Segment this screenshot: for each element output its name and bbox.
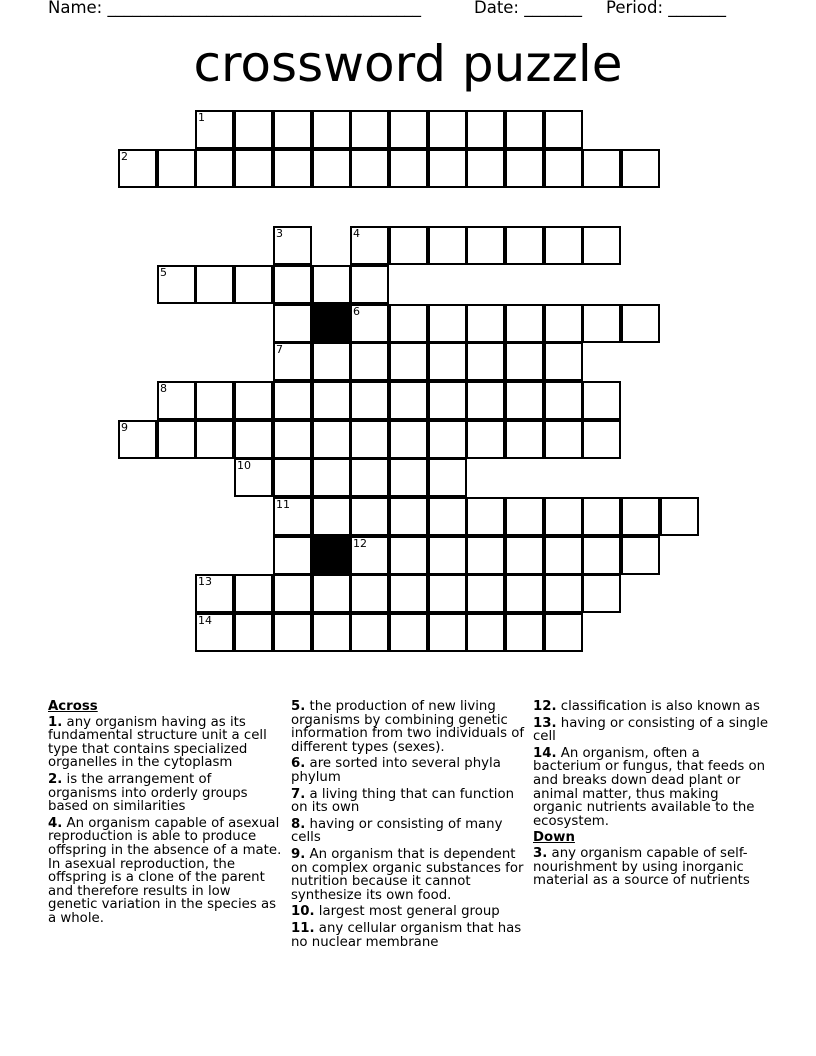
grid-cell[interactable] bbox=[157, 265, 196, 304]
name-field[interactable]: Name: ______________________________________ bbox=[48, 0, 421, 17]
clue-across-4: 4. An organism capable of asexual reproduction is able to produce offspring in the absence of a mate. In asexual reproduction, the offspring is a clone of the parent and therefore results in low genetic variation in the species as a whole. bbox=[48, 815, 282, 926]
grid-cell[interactable] bbox=[195, 149, 234, 188]
across-heading: Across bbox=[48, 699, 98, 714]
grid-cell[interactable] bbox=[195, 574, 234, 613]
clues-column-2 bbox=[291, 700, 527, 952]
grid-cell[interactable] bbox=[544, 574, 583, 613]
grid-cell[interactable] bbox=[544, 226, 583, 265]
grid-cell[interactable] bbox=[582, 381, 621, 420]
grid-cell[interactable] bbox=[389, 458, 428, 497]
grid-cell[interactable] bbox=[350, 381, 389, 420]
clue-across-12: 12. classification is also known as bbox=[533, 699, 760, 714]
clue-across-7: 7. a living thing that can function on its own bbox=[291, 786, 515, 816]
clue-number: 12 bbox=[353, 537, 367, 550]
clues-column-1 bbox=[48, 700, 284, 929]
grid-cell[interactable] bbox=[582, 304, 621, 343]
grid-cell[interactable] bbox=[505, 574, 544, 613]
grid-cell[interactable] bbox=[544, 497, 583, 536]
clues-column-3 bbox=[533, 700, 769, 891]
grid-cell[interactable] bbox=[389, 304, 428, 343]
grid-cell[interactable] bbox=[505, 613, 544, 652]
grid-cell[interactable] bbox=[234, 574, 273, 613]
page-title: crossword puzzle bbox=[193, 35, 623, 93]
grid-cell[interactable] bbox=[428, 574, 467, 613]
grid-cell[interactable] bbox=[582, 574, 621, 613]
grid-cell[interactable] bbox=[273, 536, 312, 575]
grid-cell[interactable] bbox=[350, 304, 389, 343]
grid-cell[interactable] bbox=[273, 420, 312, 459]
grid-cell[interactable] bbox=[234, 613, 273, 652]
grid-cell[interactable] bbox=[505, 420, 544, 459]
clue-number: 5 bbox=[160, 266, 167, 279]
grid-cell[interactable] bbox=[428, 110, 467, 149]
grid-cell[interactable] bbox=[234, 458, 273, 497]
grid-cell[interactable] bbox=[195, 613, 234, 652]
grid-cell[interactable] bbox=[466, 536, 505, 575]
grid-cell[interactable] bbox=[660, 497, 699, 536]
grid-cell[interactable] bbox=[350, 110, 389, 149]
grid-cell[interactable] bbox=[312, 149, 351, 188]
grid-cell[interactable] bbox=[350, 497, 389, 536]
grid-cell[interactable] bbox=[389, 381, 428, 420]
grid-cell[interactable] bbox=[621, 536, 660, 575]
grid-cell[interactable] bbox=[350, 536, 389, 575]
grid-cell[interactable] bbox=[466, 110, 505, 149]
grid-cell[interactable] bbox=[350, 342, 389, 381]
grid-cell[interactable] bbox=[273, 265, 312, 304]
grid-cell[interactable] bbox=[389, 613, 428, 652]
grid-cell[interactable] bbox=[582, 536, 621, 575]
grid-cell[interactable] bbox=[273, 613, 312, 652]
grid-cell[interactable] bbox=[466, 497, 505, 536]
grid-cell[interactable] bbox=[273, 458, 312, 497]
grid-cell[interactable] bbox=[273, 497, 312, 536]
black-cell bbox=[312, 304, 351, 343]
grid-cell[interactable] bbox=[544, 304, 583, 343]
clue-number: 14 bbox=[198, 614, 212, 627]
grid-cell[interactable] bbox=[582, 420, 621, 459]
grid-cell[interactable] bbox=[389, 342, 428, 381]
grid-cell[interactable] bbox=[350, 613, 389, 652]
grid-cell[interactable] bbox=[428, 226, 467, 265]
grid-cell[interactable] bbox=[273, 110, 312, 149]
clue-across-8: 8. having or consisting of many cells bbox=[291, 816, 503, 846]
grid-cell[interactable] bbox=[234, 420, 273, 459]
grid-cell[interactable] bbox=[234, 110, 273, 149]
grid-cell[interactable] bbox=[505, 304, 544, 343]
grid-cell[interactable] bbox=[312, 420, 351, 459]
grid-cell[interactable] bbox=[157, 381, 196, 420]
grid-cell[interactable] bbox=[273, 149, 312, 188]
clue-number: 6 bbox=[353, 305, 360, 318]
grid-cell[interactable] bbox=[195, 110, 234, 149]
grid-cell[interactable] bbox=[505, 536, 544, 575]
grid-cell[interactable] bbox=[118, 420, 157, 459]
grid-cell[interactable] bbox=[389, 574, 428, 613]
grid-cell[interactable] bbox=[544, 613, 583, 652]
grid-cell[interactable] bbox=[466, 613, 505, 652]
grid-cell[interactable] bbox=[350, 226, 389, 265]
grid-cell[interactable] bbox=[544, 342, 583, 381]
clue-across-14: 14. An organism, often a bacterium or fungus, that feeds on and breaks down dead plant or animal matter, thus making organic nutrients available to the ecosystem. bbox=[533, 745, 766, 829]
grid-cell[interactable] bbox=[505, 226, 544, 265]
grid-cell[interactable] bbox=[234, 265, 273, 304]
grid-cell[interactable] bbox=[312, 110, 351, 149]
grid-cell[interactable] bbox=[505, 381, 544, 420]
grid-cell[interactable] bbox=[428, 497, 467, 536]
grid-cell[interactable] bbox=[428, 381, 467, 420]
grid-cell[interactable] bbox=[428, 536, 467, 575]
grid-cell[interactable] bbox=[312, 613, 351, 652]
clue-number: 2 bbox=[121, 150, 128, 163]
grid-cell[interactable] bbox=[544, 536, 583, 575]
clue-number: 4 bbox=[353, 227, 360, 240]
clue-down-3: 3. any organism capable of self-nourishment by using inorganic material as a source of nutrients bbox=[533, 845, 750, 889]
grid-cell[interactable] bbox=[428, 149, 467, 188]
grid-cell[interactable] bbox=[621, 149, 660, 188]
grid-cell[interactable] bbox=[466, 304, 505, 343]
clue-number: 1 bbox=[198, 111, 205, 124]
grid-cell[interactable] bbox=[466, 149, 505, 188]
grid-cell[interactable] bbox=[157, 420, 196, 459]
grid-cell[interactable] bbox=[621, 304, 660, 343]
grid-cell[interactable] bbox=[466, 381, 505, 420]
grid-cell[interactable] bbox=[466, 226, 505, 265]
grid-cell[interactable] bbox=[505, 497, 544, 536]
grid-cell[interactable] bbox=[350, 149, 389, 188]
grid-cell[interactable] bbox=[273, 226, 312, 265]
grid-cell[interactable] bbox=[389, 497, 428, 536]
grid-cell[interactable] bbox=[389, 420, 428, 459]
clue-number: 9 bbox=[121, 421, 128, 434]
grid-cell[interactable] bbox=[273, 304, 312, 343]
grid-cell[interactable] bbox=[195, 381, 234, 420]
grid-cell[interactable] bbox=[544, 110, 583, 149]
clue-across-1: 1. any organism having as its fundamental structure unit a cell type that contains specialized organelles in the cytoplasm bbox=[48, 714, 267, 771]
grid-cell[interactable] bbox=[273, 381, 312, 420]
grid-cell[interactable] bbox=[428, 304, 467, 343]
grid-cell[interactable] bbox=[312, 458, 351, 497]
grid-cell[interactable] bbox=[273, 574, 312, 613]
black-cell bbox=[312, 536, 351, 575]
grid-cell[interactable] bbox=[350, 458, 389, 497]
grid-cell[interactable] bbox=[621, 497, 660, 536]
grid-cell[interactable] bbox=[350, 265, 389, 304]
clue-across-11: 11. any cellular organism that has no nuclear membrane bbox=[291, 920, 522, 950]
period-field[interactable]: Period: _______ bbox=[606, 0, 727, 17]
grid-cell[interactable] bbox=[505, 110, 544, 149]
grid-cell[interactable] bbox=[466, 574, 505, 613]
grid-cell[interactable] bbox=[428, 458, 467, 497]
grid-cell[interactable] bbox=[195, 420, 234, 459]
grid-cell[interactable] bbox=[273, 342, 312, 381]
clue-across-6: 6. are sorted into several phyla phylum bbox=[291, 756, 501, 785]
grid-cell[interactable] bbox=[350, 574, 389, 613]
grid-cell[interactable] bbox=[195, 265, 234, 304]
grid-cell[interactable] bbox=[544, 381, 583, 420]
grid-cell[interactable] bbox=[389, 110, 428, 149]
clue-across-2: 2. is the arrangement of organisms into orderly groups based on similarities bbox=[48, 771, 248, 815]
grid-cell[interactable] bbox=[350, 420, 389, 459]
clue-number: 11 bbox=[276, 498, 290, 511]
grid-cell[interactable] bbox=[389, 149, 428, 188]
grid-cell[interactable] bbox=[544, 149, 583, 188]
clue-number: 3 bbox=[276, 227, 283, 240]
date-field[interactable]: Date: _______ bbox=[474, 0, 582, 17]
grid-cell[interactable] bbox=[428, 420, 467, 459]
clue-number: 10 bbox=[237, 459, 251, 472]
grid-cell[interactable] bbox=[312, 574, 351, 613]
clue-number: 8 bbox=[160, 382, 167, 395]
clue-across-5: 5. the production of new living organisms by combining genetic information from two individuals of different types (sexes). bbox=[291, 699, 525, 755]
grid-cell[interactable] bbox=[466, 420, 505, 459]
clue-across-10: 10. largest most general group bbox=[291, 904, 500, 920]
grid-cell[interactable] bbox=[389, 536, 428, 575]
grid-cell[interactable] bbox=[582, 497, 621, 536]
grid-cell[interactable] bbox=[312, 497, 351, 536]
clue-across-13: 13. having or consisting of a single cell bbox=[533, 715, 769, 745]
grid-cell[interactable] bbox=[428, 342, 467, 381]
grid-cell[interactable] bbox=[312, 265, 351, 304]
grid-cell[interactable] bbox=[312, 381, 351, 420]
grid-cell[interactable] bbox=[505, 342, 544, 381]
grid-cell[interactable] bbox=[544, 420, 583, 459]
down-heading: Down bbox=[533, 830, 575, 846]
grid-cell[interactable] bbox=[234, 149, 273, 188]
grid-cell[interactable] bbox=[389, 226, 428, 265]
grid-cell[interactable] bbox=[582, 226, 621, 265]
grid-cell[interactable] bbox=[505, 149, 544, 188]
grid-cell[interactable] bbox=[428, 613, 467, 652]
grid-cell[interactable] bbox=[312, 342, 351, 381]
grid-cell[interactable] bbox=[157, 149, 196, 188]
grid-cell[interactable] bbox=[466, 342, 505, 381]
grid-cell[interactable] bbox=[582, 149, 621, 188]
clue-across-9: 9. An organism that is dependent on complex organic substances for nutrition because it cannot synthesize its own food. bbox=[291, 846, 524, 903]
grid-cell[interactable] bbox=[234, 381, 273, 420]
clue-number: 13 bbox=[198, 575, 212, 588]
clue-number: 7 bbox=[276, 343, 283, 356]
grid-cell[interactable] bbox=[118, 149, 157, 188]
